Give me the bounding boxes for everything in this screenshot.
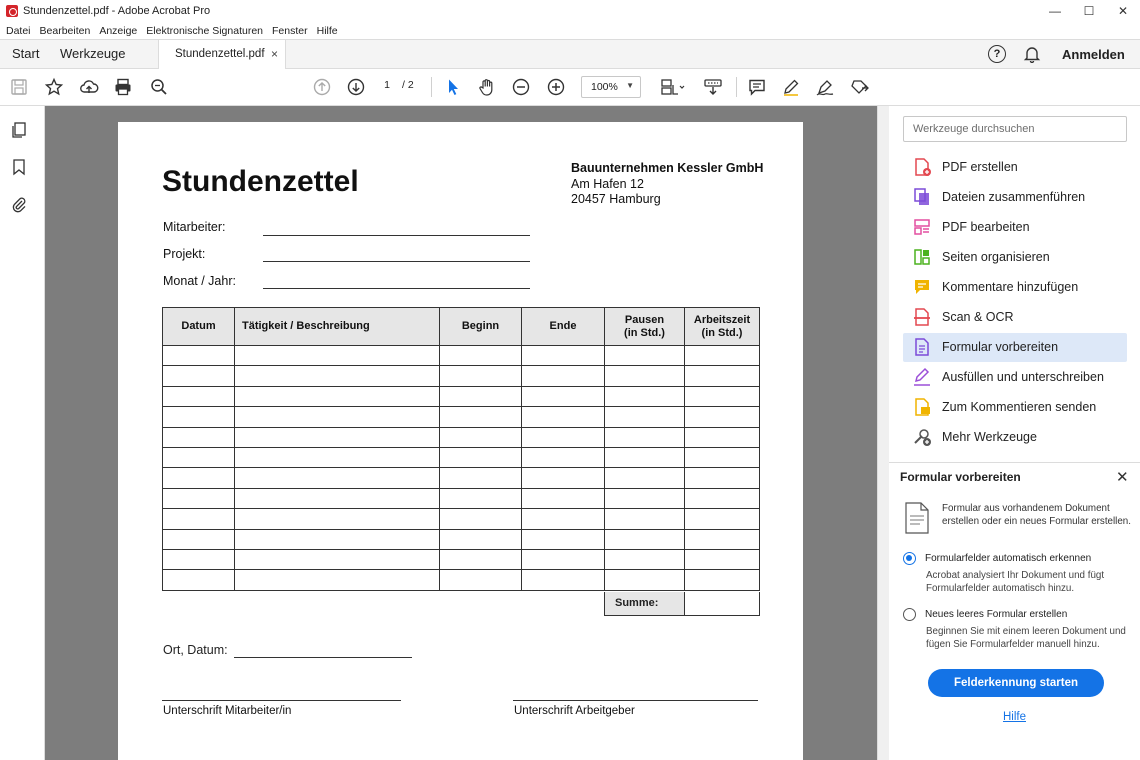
table-cell	[235, 549, 440, 569]
table-cell	[235, 407, 440, 427]
tool-label: Zum Kommentieren senden	[942, 400, 1097, 415]
table-cell	[163, 386, 235, 406]
comment-icon	[912, 277, 932, 297]
table-row	[163, 346, 760, 366]
tool-item-send-comments[interactable]	[903, 393, 1127, 422]
company-name: Bauunternehmen Kessler GmbH	[571, 161, 764, 175]
tool-label: Formular vorbereiten	[942, 340, 1059, 355]
table-cell	[440, 529, 522, 549]
tab-tools[interactable]: Werkzeuge	[60, 46, 126, 61]
fill-sign-icon	[912, 367, 932, 387]
tool-item-organize-pages[interactable]	[903, 242, 1127, 271]
table-row	[163, 570, 760, 590]
hand-tool-icon[interactable]	[477, 77, 497, 97]
option-auto-detect-label[interactable]: Formularfelder automatisch erkennen	[925, 553, 1092, 564]
company-city: 20457 Hamburg	[571, 192, 661, 206]
help-link[interactable]: Hilfe	[1002, 711, 1026, 723]
sig-employer-label: Unterschrift Arbeitgeber	[514, 705, 635, 717]
document-title: Stundenzettel	[162, 165, 359, 198]
tool-item-edit-pdf[interactable]	[903, 212, 1127, 241]
table-cell	[605, 488, 685, 508]
project-line	[263, 261, 530, 262]
title-bar	[0, 0, 1140, 22]
col-date: Datum	[163, 308, 235, 346]
sig-employee-line	[162, 700, 401, 701]
tool-item-scan-ocr[interactable]	[903, 303, 1127, 332]
document-view[interactable]	[45, 106, 877, 760]
chevron-down-icon: ▼	[626, 81, 634, 90]
tool-label: Ausfüllen und unterschreiben	[942, 370, 1104, 385]
table-header-row	[163, 308, 760, 346]
table-cell	[522, 407, 605, 427]
table-cell	[522, 366, 605, 386]
col-start: Beginn	[440, 308, 522, 346]
col-breaks	[605, 308, 685, 346]
table-cell	[163, 549, 235, 569]
sum-label: Summe:	[605, 592, 685, 615]
window-controls	[1038, 0, 1140, 22]
menu-datei[interactable]: Datei	[6, 24, 31, 37]
tab-document-label: Stundenzettel.pdf	[175, 48, 265, 60]
table-cell	[440, 468, 522, 488]
table-cell	[685, 427, 760, 447]
table-cell	[605, 386, 685, 406]
left-rail	[0, 106, 45, 760]
sign-icon[interactable]	[815, 77, 835, 97]
option-auto-detect-desc: Acrobat analysiert Ihr Dokument und fügt Formularfelder automatisch hinzu.	[926, 570, 1105, 594]
table-cell	[440, 570, 522, 590]
employee-line	[263, 235, 530, 236]
table-cell	[235, 570, 440, 590]
tool-item-more-tools[interactable]	[903, 423, 1127, 452]
table-cell	[440, 386, 522, 406]
table-cell	[235, 529, 440, 549]
prepare-form-title: Formular vorbereiten	[900, 470, 1021, 484]
sig-employee-label: Unterschrift Mitarbeiter/in	[163, 705, 292, 717]
start-field-detection-button[interactable]: Felderkennung starten	[928, 669, 1104, 697]
tab-start[interactable]: Start	[12, 46, 40, 61]
tool-label: Kommentare hinzufügen	[942, 279, 1079, 294]
document-icon	[904, 502, 930, 534]
table-cell	[440, 427, 522, 447]
table-cell	[235, 427, 440, 447]
tools-panel	[889, 106, 1140, 760]
table-cell	[685, 549, 760, 569]
col-end: Ende	[522, 308, 605, 346]
place-date-line	[234, 657, 412, 658]
table-cell	[685, 468, 760, 488]
table-cell	[522, 468, 605, 488]
table-cell	[685, 529, 760, 549]
tool-label: PDF erstellen	[942, 159, 1018, 174]
table-row	[163, 529, 760, 549]
highlight-pen-icon[interactable]	[781, 77, 801, 97]
table-cell	[522, 488, 605, 508]
table-cell	[440, 549, 522, 569]
table-cell	[605, 366, 685, 386]
table-cell	[685, 447, 760, 467]
table-row	[163, 549, 760, 569]
table-row	[163, 407, 760, 427]
company-address	[571, 161, 763, 208]
maximize-button[interactable]: ☐	[1083, 4, 1095, 18]
table-cell	[685, 386, 760, 406]
print-icon[interactable]	[113, 77, 133, 97]
col-activity: Tätigkeit / Beschreibung	[235, 308, 440, 346]
comment-icon[interactable]	[747, 77, 767, 97]
col-hours	[685, 308, 760, 346]
menu-fenster[interactable]: Fenster	[272, 24, 308, 37]
col-hours-line1: Arbeitszeit	[693, 313, 751, 326]
month-line	[263, 288, 530, 289]
table-cell	[163, 529, 235, 549]
bookmarks-icon[interactable]	[10, 158, 28, 176]
keyboard-scroll-icon[interactable]	[703, 77, 723, 97]
option-new-form-desc: Beginnen Sie mit einem leeren Dokument und fügen Sie Formularfelder manuell hinzu.	[926, 626, 1126, 650]
table-cell	[605, 447, 685, 467]
page-display-icon[interactable]	[659, 77, 687, 97]
notifications-bell-icon[interactable]	[1023, 45, 1041, 63]
menu-bar	[0, 22, 1140, 39]
table-cell	[605, 549, 685, 569]
table-cell	[605, 570, 685, 590]
table-cell	[605, 468, 685, 488]
tool-label: Seiten organisieren	[942, 249, 1050, 264]
table-cell	[685, 346, 760, 366]
menu-signaturen[interactable]: Elektronische Signaturen	[146, 24, 264, 37]
month-label: Monat / Jahr:	[163, 274, 236, 288]
sum-row	[604, 592, 760, 616]
radio-auto-detect[interactable]	[903, 552, 916, 565]
table-cell	[163, 509, 235, 529]
table-cell	[235, 509, 440, 529]
table-cell	[522, 529, 605, 549]
login-button[interactable]: Anmelden	[1062, 47, 1125, 62]
tool-item-fill-sign[interactable]	[903, 363, 1127, 392]
table-cell	[440, 346, 522, 366]
employee-label: Mitarbeiter:	[163, 220, 226, 234]
option-new-form-label[interactable]: Neues leeres Formular erstellen	[925, 609, 1068, 620]
tool-item-pdf-create[interactable]	[903, 152, 1127, 181]
table-cell	[522, 447, 605, 467]
zoom-search-icon[interactable]	[149, 77, 169, 97]
attachments-paperclip-icon[interactable]	[10, 195, 28, 213]
pdf-page	[118, 122, 803, 760]
main-toolbar	[0, 69, 1140, 106]
table-cell	[522, 386, 605, 406]
table-row	[163, 386, 760, 406]
menu-hilfe[interactable]: Hilfe	[316, 24, 338, 37]
table-row	[163, 509, 760, 529]
table-cell	[235, 447, 440, 467]
edit-pdf-icon	[912, 217, 932, 237]
col-hours-line2: (in Std.)	[701, 326, 743, 339]
radio-new-blank-form[interactable]	[903, 608, 916, 621]
table-row	[163, 468, 760, 488]
select-cursor-icon[interactable]	[443, 77, 463, 97]
scan-ocr-icon	[912, 307, 932, 327]
prepare-form-description: Formular aus vorhandenem Dokument erstellen oder ein neues Formular erstellen.	[942, 503, 1131, 527]
share-edit-icon[interactable]	[850, 77, 870, 97]
table-cell	[440, 407, 522, 427]
zoom-out-icon[interactable]	[511, 77, 531, 97]
timesheet-table	[162, 307, 760, 591]
tab-bar	[0, 39, 1140, 69]
table-cell	[163, 407, 235, 427]
table-cell	[163, 427, 235, 447]
help-icon[interactable]: ?	[988, 45, 1006, 63]
table-cell	[685, 407, 760, 427]
combine-files-icon	[912, 187, 932, 207]
sig-employer-line	[513, 700, 758, 701]
table-cell	[440, 509, 522, 529]
table-cell	[163, 488, 235, 508]
table-cell	[685, 509, 760, 529]
acrobat-app-icon	[6, 5, 18, 17]
tool-label: Dateien zusammenführen	[942, 189, 1086, 204]
table-cell	[235, 468, 440, 488]
menu-bearbeiten[interactable]: Bearbeiten	[39, 24, 91, 37]
close-icon[interactable]: ✕	[1116, 469, 1129, 486]
page-up-icon[interactable]	[312, 77, 332, 97]
tab-document[interactable]	[158, 40, 286, 69]
tool-label: PDF bearbeiten	[942, 219, 1030, 234]
table-cell	[605, 529, 685, 549]
table-cell	[522, 549, 605, 569]
minimize-button[interactable]: —	[1049, 4, 1061, 18]
table-cell	[235, 488, 440, 508]
table-cell	[235, 366, 440, 386]
table-cell	[440, 366, 522, 386]
table-cell	[605, 346, 685, 366]
table-cell	[605, 407, 685, 427]
vertical-scrollbar[interactable]	[877, 106, 889, 760]
prepare-form-icon	[912, 337, 932, 357]
page-down-icon[interactable]	[346, 77, 366, 97]
save-icon[interactable]	[9, 77, 29, 97]
col-breaks-line2: (in Std.)	[624, 326, 665, 339]
panel-divider	[889, 462, 1140, 463]
table-row	[163, 447, 760, 467]
close-window-button[interactable]: ✕	[1117, 4, 1129, 18]
tools-search-input[interactable]	[903, 116, 1127, 142]
tool-label: Scan & OCR	[942, 310, 1014, 324]
table-cell	[685, 366, 760, 386]
table-cell	[522, 570, 605, 590]
col-breaks-line1: Pausen	[624, 313, 665, 326]
table-cell	[163, 366, 235, 386]
table-cell	[522, 427, 605, 447]
tool-item-prepare-form[interactable]	[903, 333, 1127, 362]
project-label: Projekt:	[163, 247, 206, 261]
table-row	[163, 366, 760, 386]
menu-anzeige[interactable]: Anzeige	[99, 24, 138, 37]
table-cell	[163, 447, 235, 467]
zoom-in-icon[interactable]	[546, 77, 566, 97]
tab-close-icon[interactable]: ×	[270, 47, 278, 61]
page-total: / 2	[402, 79, 414, 91]
table-cell	[440, 447, 522, 467]
pdf-create-icon	[912, 157, 932, 177]
page-number-input[interactable]: 1	[384, 79, 390, 91]
cloud-upload-icon[interactable]	[79, 77, 99, 97]
tool-item-comment[interactable]	[903, 272, 1127, 301]
table-cell	[440, 488, 522, 508]
table-row	[163, 427, 760, 447]
window-title: Stundenzettel.pdf - Adobe Acrobat Pro	[23, 5, 211, 17]
place-date-label: Ort, Datum:	[163, 643, 228, 657]
organize-pages-icon	[912, 247, 932, 267]
zoom-value: 100%	[591, 81, 618, 93]
toolbar-divider	[736, 77, 737, 97]
send-comments-icon	[912, 397, 932, 417]
company-street: Am Hafen 12	[571, 176, 644, 191]
table-cell	[522, 346, 605, 366]
page-thumbnails-icon[interactable]	[10, 121, 28, 139]
tool-item-combine-files[interactable]	[903, 182, 1127, 211]
table-cell	[163, 468, 235, 488]
zoom-dropdown[interactable]	[581, 76, 641, 98]
more-tools-icon	[912, 427, 932, 447]
table-cell	[163, 346, 235, 366]
tool-label: Mehr Werkzeuge	[942, 430, 1037, 445]
tools-search-placeholder: Werkzeuge durchsuchen	[913, 123, 1035, 135]
table-cell	[605, 509, 685, 529]
table-row	[163, 488, 760, 508]
table-cell	[522, 509, 605, 529]
table-cell	[685, 488, 760, 508]
table-cell	[685, 570, 760, 590]
toolbar-divider	[431, 77, 432, 97]
table-cell	[235, 386, 440, 406]
table-cell	[163, 570, 235, 590]
table-cell	[605, 427, 685, 447]
table-cell	[235, 346, 440, 366]
bookmark-star-icon[interactable]	[44, 77, 64, 97]
